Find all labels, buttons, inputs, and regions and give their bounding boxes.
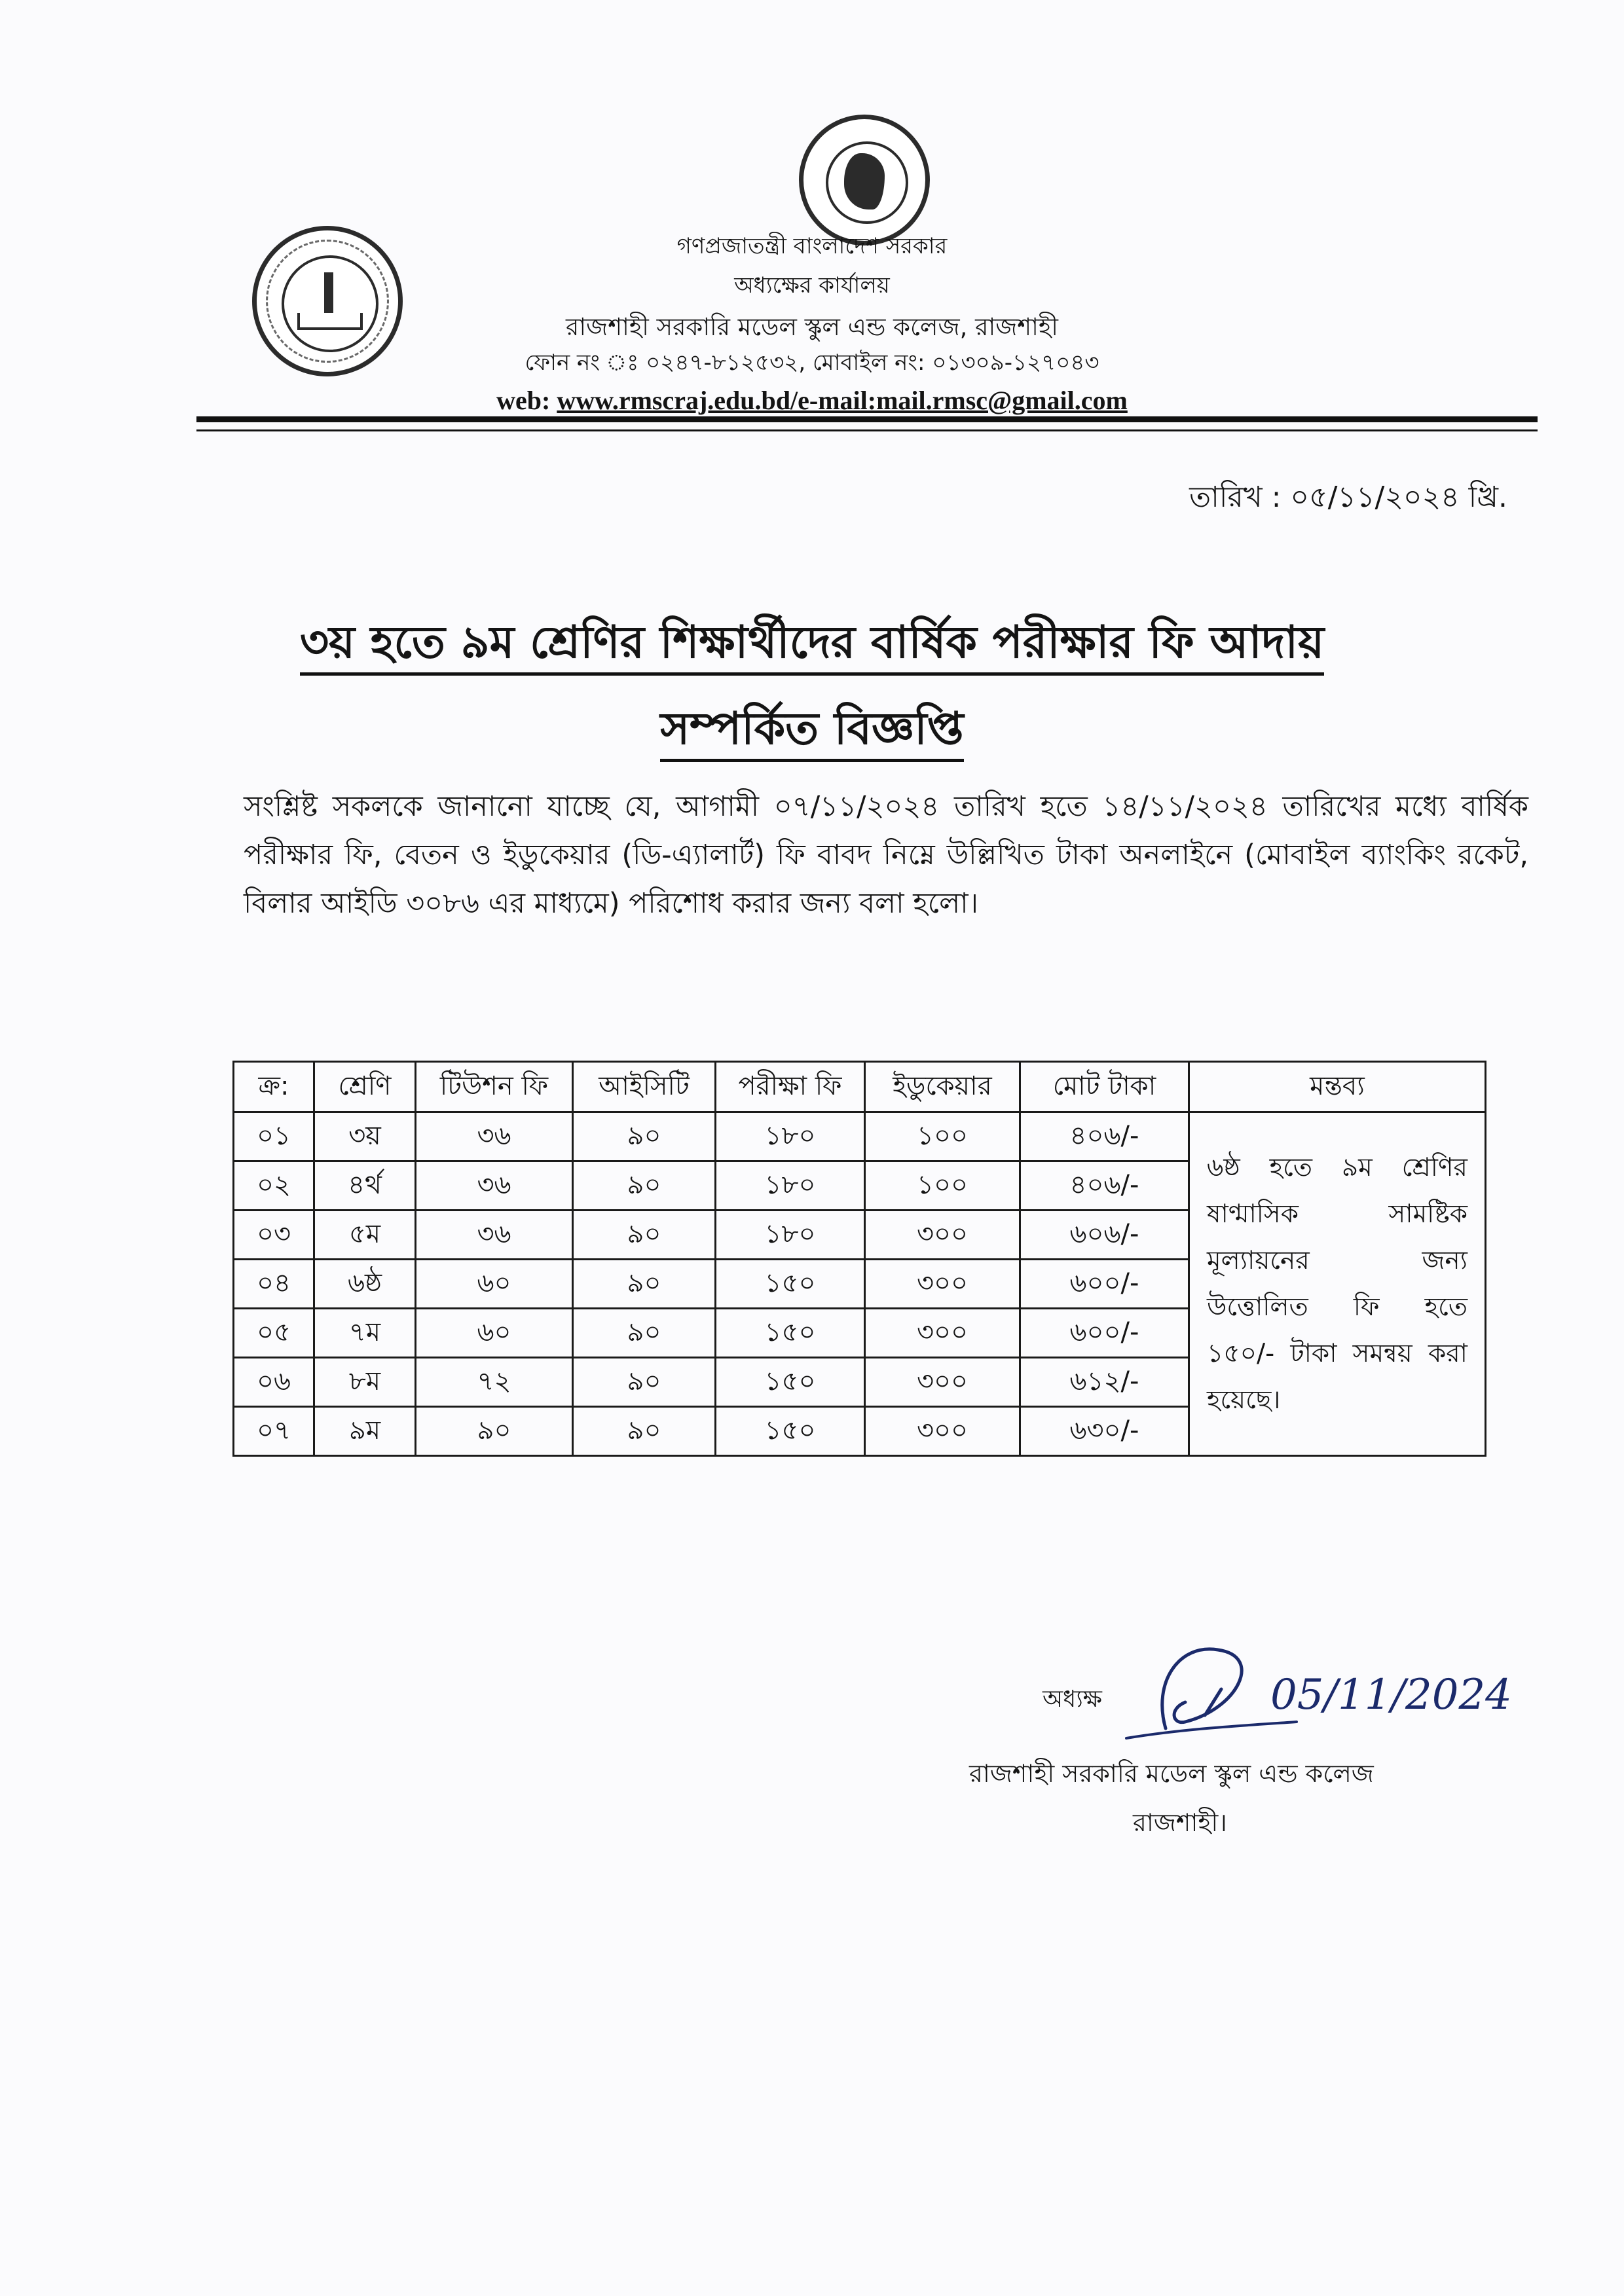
fee-table bbox=[232, 1061, 1486, 1457]
bangladesh-map-emblem bbox=[844, 153, 885, 210]
table-cell: ৯০ bbox=[573, 1309, 716, 1358]
table-cell: ৯০ bbox=[573, 1407, 716, 1456]
table-cell: ০৩ bbox=[234, 1211, 314, 1260]
table-cell: ০৪ bbox=[234, 1260, 314, 1309]
table-cell: ১৫০ bbox=[716, 1407, 865, 1456]
table-cell: ৩০০ bbox=[865, 1309, 1020, 1358]
table-cell: ১০০ bbox=[865, 1112, 1020, 1161]
table-cell: ০২ bbox=[234, 1161, 314, 1211]
column-header: ইডুকেয়ার bbox=[865, 1062, 1020, 1112]
contact-web bbox=[0, 385, 1624, 416]
table-cell: ১০০ bbox=[865, 1161, 1020, 1211]
letterhead-divider-thin bbox=[196, 429, 1538, 431]
table-cell: ০৫ bbox=[234, 1309, 314, 1358]
web-label: web: bbox=[496, 386, 551, 415]
table-cell: ৩০০ bbox=[865, 1358, 1020, 1407]
table-row bbox=[234, 1112, 1486, 1161]
table-cell: ০৭ bbox=[234, 1407, 314, 1456]
table-cell: ৬৩০/- bbox=[1020, 1407, 1189, 1456]
table-cell: ৪০৬/- bbox=[1020, 1112, 1189, 1161]
column-header: আইসিটি bbox=[573, 1062, 716, 1112]
table-cell: ৩০০ bbox=[865, 1211, 1020, 1260]
table-cell: ৯০ bbox=[573, 1358, 716, 1407]
table-cell: ১৮০ bbox=[716, 1211, 865, 1260]
principal-signature bbox=[1107, 1630, 1512, 1755]
table-cell: ৩৬ bbox=[416, 1211, 573, 1260]
table-cell: ৩৬ bbox=[416, 1112, 573, 1161]
table-cell: ১৮০ bbox=[716, 1161, 865, 1211]
table-cell: ০৬ bbox=[234, 1358, 314, 1407]
table-cell: ৪০৬/- bbox=[1020, 1161, 1189, 1211]
government-name: গণপ্রজাতন্ত্রী বাংলাদেশ সরকার bbox=[676, 233, 948, 259]
table-cell: ৩৬ bbox=[416, 1161, 573, 1211]
table-header-row bbox=[234, 1062, 1486, 1112]
notice-body: সংশ্লিষ্ট সকলকে জানানো যাচ্ছে যে, আগামী ০৭/১১/২০২৪ তারিখ হতে ১৪/১১/২০২৪ তারিখের মধ্যে বার্ষিক পরীক্ষার ফি, বেতন ও ইডুকেয়ার (ডি-এ্যালার্ট) ফি বাবদ নিম্নে উল্লিখিত টাকা অনলাইনে (মোবাইল ব্যাংকিং রকেট, বিলার আইডি ৩০৮৬ এর মাধ্যমে) পরিশোধ করার জন্য বলা হলো। bbox=[244, 790, 1528, 920]
signatory-title: অধ্যক্ষ bbox=[1043, 1686, 1102, 1713]
notice-title-line-1 bbox=[0, 608, 1624, 682]
column-header: মোট টাকা bbox=[1020, 1062, 1189, 1112]
table-cell: ৬০৬/- bbox=[1020, 1211, 1189, 1260]
title-text: সম্পর্কিত বিজ্ঞপ্তি bbox=[660, 703, 963, 762]
column-header: ক্র: bbox=[234, 1062, 314, 1112]
table-cell: ১৮০ bbox=[716, 1112, 865, 1161]
table-cell: ৬ষ্ঠ bbox=[314, 1260, 416, 1309]
column-header: টিউশন ফি bbox=[416, 1062, 573, 1112]
column-header: মন্তব্য bbox=[1189, 1062, 1486, 1112]
table-cell: ৯ম bbox=[314, 1407, 416, 1456]
table-cell: ৫ম bbox=[314, 1211, 416, 1260]
notice-title-line-2 bbox=[0, 694, 1624, 769]
table-cell: ৯০ bbox=[416, 1407, 573, 1456]
table-cell: ৭ম bbox=[314, 1309, 416, 1358]
table-cell: ১৫০ bbox=[716, 1309, 865, 1358]
table-cell: ৩০০ bbox=[865, 1260, 1020, 1309]
table-cell: ১৫০ bbox=[716, 1358, 865, 1407]
government-seal-logo bbox=[799, 115, 930, 246]
column-header: পরীক্ষা ফি bbox=[716, 1062, 865, 1112]
notice-date: তারিখ : ০৫/১১/২০২৪ খ্রি. bbox=[1189, 481, 1507, 514]
title-text: ৩য় হতে ৯ম শ্রেণির শিক্ষার্থীদের বার্ষিক পরীক্ষার ফি আদায় bbox=[300, 617, 1324, 676]
table-cell: ৯০ bbox=[573, 1260, 716, 1309]
letterhead-divider bbox=[196, 416, 1538, 422]
school-name: রাজশাহী সরকারি মডেল স্কুল এন্ড কলেজ, রাজশাহী bbox=[566, 313, 1058, 341]
website-email-link[interactable]: www.rmscraj.edu.bd/e-mail:mail.rmsc@gmail.com bbox=[557, 386, 1128, 415]
table-cell: ৬০০/- bbox=[1020, 1309, 1189, 1358]
table-cell: ৩০০ bbox=[865, 1407, 1020, 1456]
column-header: শ্রেণি bbox=[314, 1062, 416, 1112]
remark-cell: ৬ষ্ঠ হতে ৯ম শ্রেণির ষাণ্মাসিক সামষ্টিক মূল্যায়নের জন্য উত্তোলিত ফি হতে ১৫০/- টাকা সমন্বয় করা হয়েছে। bbox=[1189, 1112, 1486, 1456]
table-cell: ৩য় bbox=[314, 1112, 416, 1161]
signatory-school: রাজশাহী সরকারি মডেল স্কুল এন্ড কলেজ bbox=[969, 1759, 1374, 1788]
table-cell: ৬০ bbox=[416, 1260, 573, 1309]
table-cell: ৮ম bbox=[314, 1358, 416, 1407]
contact-phone: ফোন নং ঃ ০২৪৭-৮১২৫৩২, মোবাইল নং: ০১৩০৯-১২৭০৪৩ bbox=[525, 350, 1099, 376]
table-cell: ৯০ bbox=[573, 1112, 716, 1161]
table-cell: ১৫০ bbox=[716, 1260, 865, 1309]
table-cell: ৬০ bbox=[416, 1309, 573, 1358]
table-cell: ৬০০/- bbox=[1020, 1260, 1189, 1309]
table-cell: ৪র্থ bbox=[314, 1161, 416, 1211]
table-cell: ৯০ bbox=[573, 1211, 716, 1260]
signatory-city: রাজশাহী। bbox=[1133, 1808, 1227, 1837]
signature-date: 05/11/2024 bbox=[1270, 1671, 1512, 1719]
table-cell: ৯০ bbox=[573, 1161, 716, 1211]
table-cell: ৭২ bbox=[416, 1358, 573, 1407]
office-name: অধ্যক্ষের কার্যালয় bbox=[734, 272, 890, 299]
table-cell: ৬১২/- bbox=[1020, 1358, 1189, 1407]
table-cell: ০১ bbox=[234, 1112, 314, 1161]
